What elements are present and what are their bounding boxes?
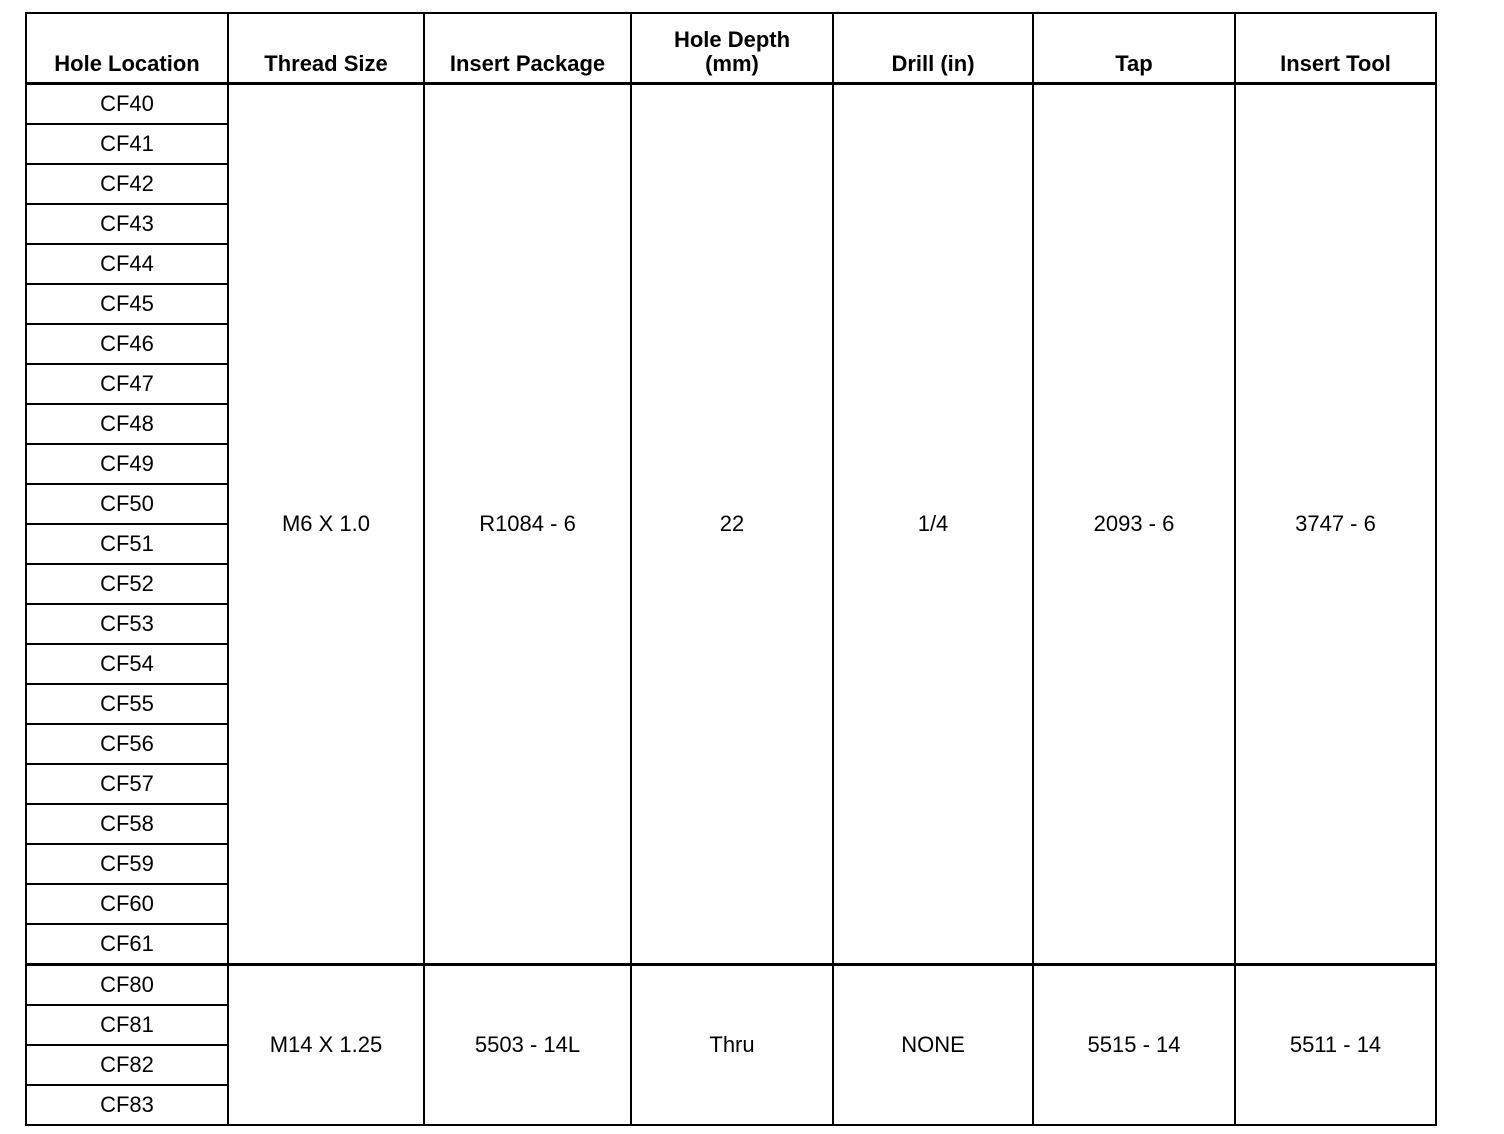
- hole-location-cell: CF42: [26, 164, 228, 204]
- group1-drill: 1/4: [833, 84, 1033, 965]
- hole-location-cell: CF81: [26, 1005, 228, 1045]
- header-insert-package: Insert Package: [424, 13, 631, 84]
- hole-location-cell: CF49: [26, 444, 228, 484]
- hole-location-cell: CF52: [26, 564, 228, 604]
- insert-spec-table: [25, 12, 1437, 1126]
- group1-thread-size: M6 X 1.0: [228, 84, 424, 965]
- table-row: [26, 965, 1436, 1006]
- header-hole-depth-line2: (mm): [705, 51, 759, 76]
- header-insert-tool: Insert Tool: [1235, 13, 1436, 84]
- hole-location-cell: CF83: [26, 1085, 228, 1125]
- hole-location-cell: CF56: [26, 724, 228, 764]
- header-drill: Drill (in): [833, 13, 1033, 84]
- hole-location-cell: CF57: [26, 764, 228, 804]
- header-tap: Tap: [1033, 13, 1235, 84]
- hole-location-cell: CF80: [26, 965, 228, 1006]
- group2-tap: 5515 - 14: [1033, 965, 1235, 1126]
- hole-location-cell: CF50: [26, 484, 228, 524]
- header-hole-depth: [631, 13, 833, 84]
- table-row: [26, 84, 1436, 125]
- group2-hole-depth: Thru: [631, 965, 833, 1126]
- header-thread-size: Thread Size: [228, 13, 424, 84]
- hole-location-cell: CF54: [26, 644, 228, 684]
- group1-insert-tool: 3747 - 6: [1235, 84, 1436, 965]
- header-row: [26, 13, 1436, 84]
- hole-location-cell: CF61: [26, 924, 228, 965]
- hole-location-cell: CF58: [26, 804, 228, 844]
- group1-hole-depth: 22: [631, 84, 833, 965]
- group2-insert-package: 5503 - 14L: [424, 965, 631, 1126]
- hole-location-cell: CF53: [26, 604, 228, 644]
- group2-drill: NONE: [833, 965, 1033, 1126]
- hole-location-cell: CF59: [26, 844, 228, 884]
- hole-location-cell: CF48: [26, 404, 228, 444]
- group2-insert-tool: 5511 - 14: [1235, 965, 1436, 1126]
- hole-location-cell: CF44: [26, 244, 228, 284]
- hole-location-cell: CF45: [26, 284, 228, 324]
- hole-location-cell: CF51: [26, 524, 228, 564]
- hole-location-cell: CF41: [26, 124, 228, 164]
- hole-location-cell: CF55: [26, 684, 228, 724]
- group2-thread-size: M14 X 1.25: [228, 965, 424, 1126]
- header-hole-location: Hole Location: [26, 13, 228, 84]
- hole-location-cell: CF46: [26, 324, 228, 364]
- hole-location-cell: CF82: [26, 1045, 228, 1085]
- hole-location-cell: CF43: [26, 204, 228, 244]
- group1-tap: 2093 - 6: [1033, 84, 1235, 965]
- hole-location-cell: CF60: [26, 884, 228, 924]
- hole-location-cell: CF47: [26, 364, 228, 404]
- hole-location-cell: CF40: [26, 84, 228, 125]
- group1-insert-package: R1084 - 6: [424, 84, 631, 965]
- header-hole-depth-line1: Hole Depth: [673, 27, 791, 52]
